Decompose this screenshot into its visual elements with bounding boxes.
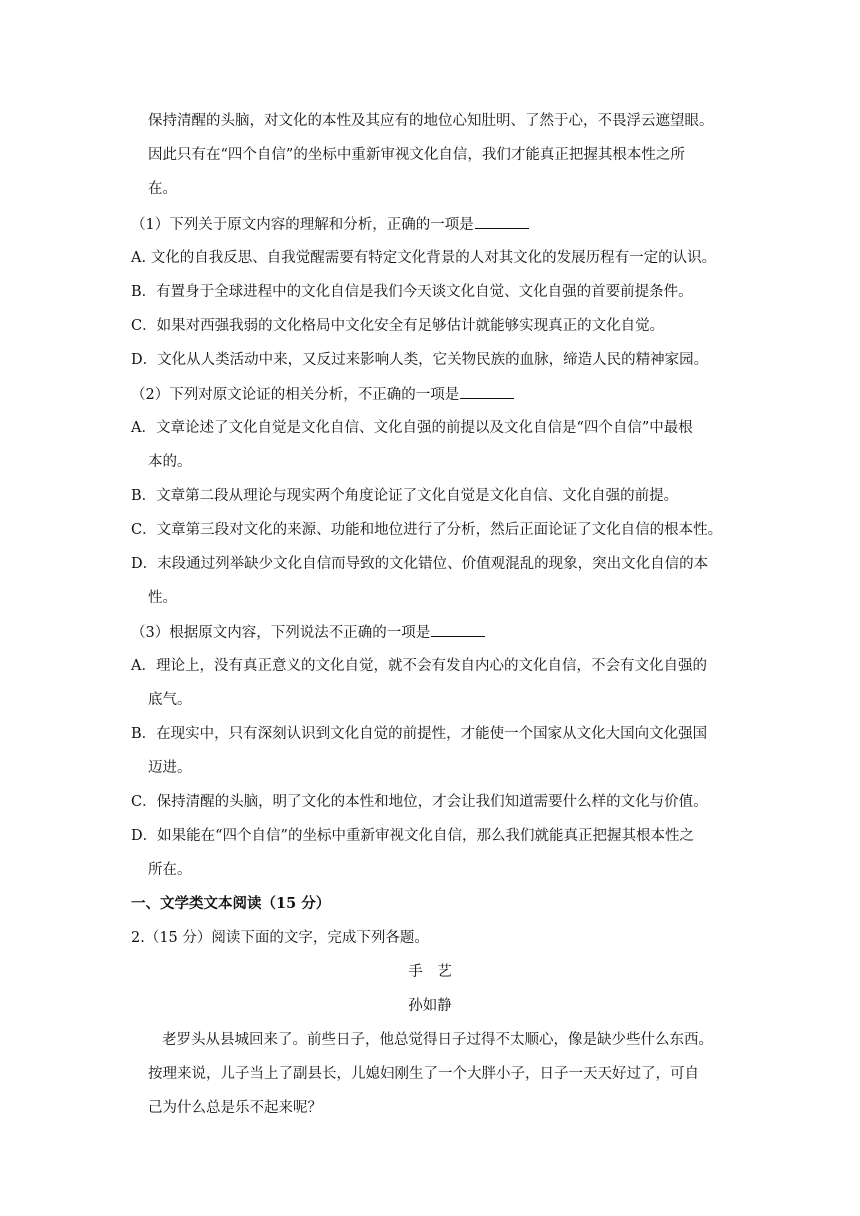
option-b: B．文章第二段从理论与现实两个角度论证了文化自觉是文化自信、文化自强的前提。	[131, 488, 679, 504]
option-b-continued: 迈进。	[148, 760, 192, 776]
option-a: A. 文化的自我反思、自我觉醒需要有特定文化背景的人对其文化的发展历程有一定的认识。	[131, 250, 717, 266]
story-author: 孙如静	[408, 998, 452, 1014]
option-d: D．如果能在“四个自信”的坐标中重新审视文化自信，那么我们就能真正把握其根本性之	[131, 828, 694, 844]
story-title: 手 艺	[408, 964, 452, 980]
answer-blank	[431, 622, 485, 637]
passage-line: 保持清醒的头脑，对文化的本性及其应有的地位心知肚明、了然于心，不畏浮云遮望眼。	[148, 113, 714, 129]
option-c: C．文章第三段对文化的来源、功能和地位进行了分析，然后正面论证了文化自信的根本性。	[131, 522, 723, 538]
option-d: D．末段通过列举缺少文化自信而导致的文化错位、价值观混乱的现象，突出文化自信的本	[131, 556, 709, 572]
passage-line: 在。	[148, 181, 177, 197]
passage-line: 因此只有在“四个自信”的坐标中重新审视文化自信，我们才能真正把握其根本性之所	[148, 147, 685, 163]
option-d-continued: 性。	[148, 590, 177, 606]
story-paragraph-line: 按理来说，儿子当上了副县长，儿媳妇刚生了一个大胖小子，日子一天天好过了，可自	[148, 1066, 699, 1082]
answer-blank	[460, 384, 514, 399]
option-a-continued: 底气。	[148, 692, 192, 708]
option-a-continued: 本的。	[148, 454, 192, 470]
option-d: D．文化从人类活动中来，又反过来影响人类，它关物民族的血脉，缔造人民的精神家园。	[131, 352, 709, 368]
section-heading: 一、文学类文本阅读（15 分）	[131, 895, 331, 912]
option-b: B．在现实中，只有深刻认识到文化自觉的前提性，才能使一个国家从文化大国向文化强国	[131, 726, 708, 742]
option-d-continued: 所在。	[148, 862, 192, 878]
story-paragraph-line: 己为什么总是乐不起来呢？	[148, 1100, 322, 1116]
story-paragraph-line: 老罗头从县城回来了。前些日子，他总觉得日子过得不太顺心，像是缺少些什么东西。	[162, 1032, 713, 1048]
question-stem: （3）根据原文内容，下列说法不正确的一项是	[131, 622, 485, 643]
question-stem: （2）下列对原文论证的相关分析，不正确的一项是	[131, 384, 514, 405]
answer-blank	[475, 214, 529, 229]
option-c: C．保持清醒的头脑，明了文化的本性和地位，才会让我们知道需要什么样的文化与价值。	[131, 794, 708, 810]
option-c: C．如果对西强我弱的文化格局中文化安全有足够估计就能够实现真正的文化自觉。	[131, 318, 665, 334]
question-stem: （1）下列关于原文内容的理解和分析，正确的一项是	[131, 214, 529, 235]
question-stem: 2.（15 分）阅读下面的文字，完成下列各题。	[131, 930, 429, 946]
option-a: A．理论上，没有真正意义的文化自觉，就不会有发自内心的文化自信，不会有文化自强的	[131, 658, 707, 674]
option-a: A．文章论述了文化自觉是文化自信、文化自强的前提以及文化自信是“四个自信”中最根	[131, 420, 693, 436]
option-b: B．有置身于全球进程中的文化自信是我们今天谈文化自觉、文化自强的首要前提条件。	[131, 284, 693, 300]
